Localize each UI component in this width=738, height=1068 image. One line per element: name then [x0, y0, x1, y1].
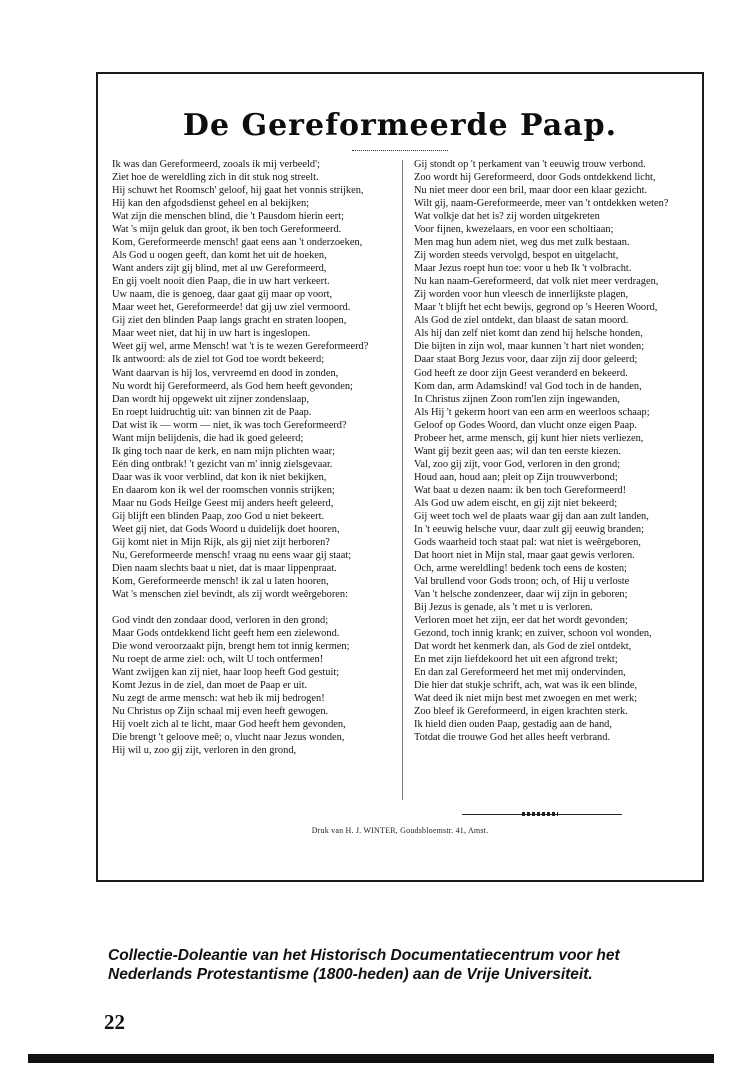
- poem-line: Van 't helsche zondenzeer, daar wij zijn in geboren;: [414, 589, 628, 601]
- poem-line: Maar weet niet, dat hij in uw hart is ingeslopen.: [112, 328, 311, 340]
- poem-line: Geloof op Godes Woord, dan vlucht onze eigen Paap.: [414, 419, 637, 431]
- poem-line: Ik hield dien ouden Paap, gestadig aan de hand,: [414, 719, 612, 731]
- poem-line: Maar weet het, Gereformeerde! dat gij uw ziel vermoord.: [112, 302, 351, 314]
- poem-line: Uw naam, die is genoeg, daar gaat gij maar op voort,: [112, 289, 333, 301]
- end-ornament: [462, 814, 622, 817]
- poem-line: Gezond, toch innig krank; en zuiver, schoon vol wonden,: [414, 628, 652, 640]
- poem-line: Dat hoort niet in Mijn stal, maar gaat gewis verloren.: [414, 549, 635, 561]
- poem-line: Bij Jezus is genade, als 't met u is verloren.: [414, 602, 593, 614]
- poem-line: Hij schuwt het Roomsch' geloof, hij gaat het vonnis strijken,: [112, 185, 364, 197]
- poem-title: De Gereformeerde Paap.: [182, 108, 618, 143]
- poem-line: God heeft ze door zijn Geest veranderd en bekeerd.: [414, 367, 628, 379]
- poem-line: Wat 's mijn geluk dan groot, ik ben toch Gereformeerd.: [112, 224, 342, 236]
- poem-line: Ik ging toch naar de kerk, en nam mijn plichten waar;: [112, 445, 336, 457]
- poem-line: Gij stondt op 't perkament van 't eeuwig trouw verbond.: [414, 159, 646, 170]
- poem-line: Nu wordt hij Gereformeerd, als God hem heeft gevonden;: [112, 380, 353, 392]
- poem-line: Als Hij 't gekerm hoort van een arm en weerloos schaap;: [414, 406, 650, 418]
- poem-line: Dan wordt hij opgewekt uit zijner zondenslaap,: [112, 393, 310, 405]
- poem-line: Hij kan den afgodsdienst geheel en al bekijken;: [112, 198, 310, 210]
- poem-line: Dat wordt het kenmerk dan, als God de ziel ontdekt,: [414, 641, 632, 653]
- left-stanza-2: [112, 614, 368, 757]
- poem-line: Wat deed ik niet mijn best met zwoegen en met werk;: [414, 693, 638, 705]
- poem-line: En dan zal Gereformeerd het met mij ondervinden,: [414, 667, 626, 679]
- poem-line: Zij worden steeds vervolgd, bespot en uitgelacht,: [414, 250, 619, 262]
- poem-line: Zoo wordt hij Gereformeerd, door Gods ontdekkend licht,: [414, 172, 656, 184]
- left-stanza-1: [112, 158, 368, 601]
- poem-line: Die hier dat stukje schrift, ach, wat was ik een blinde,: [414, 680, 638, 692]
- poem-line: Want anders zijt gij blind, met al uw Gereformeerd,: [112, 263, 327, 275]
- poem-line: Maar 't blijft het echt bewijs, gegrond op 's Heeren Woord,: [414, 302, 658, 314]
- poem-line: Men mag hun adem niet, weg dus met zulk bestaan.: [414, 237, 630, 249]
- poem-line: En daarom kon ik wel der roomschen vonnis strijken;: [112, 484, 335, 496]
- poem-line: Maar Gods ontdekkend licht geeft hem een zielewond.: [112, 628, 340, 640]
- bottom-rule: [28, 1054, 714, 1063]
- column-divider: [402, 160, 403, 800]
- poem-line: Als God uw adem eischt, en gij zijt niet bekeerd;: [414, 497, 618, 509]
- left-column: [112, 158, 368, 757]
- stanza-gap: [112, 601, 368, 614]
- poem-line: Kom, Gereformeerde mensch! ik zal u laten hooren,: [112, 576, 329, 587]
- poem-line: Want zwijgen kan zij niet, haar loop heeft God gestuit;: [112, 667, 340, 679]
- poem-line: Probeer het, arme mensch, gij kunt hier niets verliezen,: [414, 432, 644, 444]
- poem-line: Wat volkje dat het is? zij worden uitgekreten: [414, 211, 600, 223]
- poem-line: Ziet hoe de wereldling zich in dit stuk nog streelt.: [112, 172, 319, 184]
- poem-line: Ik antwoord: als de ziel tot God toe wordt bekeerd;: [112, 354, 325, 366]
- poem-line: Nu kan naam-Gereformeerd, dat volk niet meer verdragen,: [414, 276, 659, 288]
- poem-line: Weet gij wel, arme Mensch! wat 't is te wezen Gereformeerd?: [112, 341, 369, 353]
- poem-line: Maar nu Gods Heilge Geest mij anders heeft geleerd,: [112, 497, 334, 509]
- poem-line: Wat 's menschen ziel bevindt, als zij wordt weêrgeboren:: [112, 589, 349, 601]
- poem-line: En roept luidruchtig uit: van binnen zit de Paap.: [112, 406, 312, 418]
- poem-line: Hij wil u, zoo gij zijt, verloren in den grond,: [112, 745, 297, 757]
- collection-caption: Collectie-Doleantie van het Historisch Documentatiecentrum voor het Nederlands Protestantisme (1800-heden) aan de Vrije Universiteit.: [108, 947, 620, 983]
- poem-line: Want daarvan is hij los, vervreemd en dood in zonden,: [112, 367, 339, 379]
- poem-line: En gij voelt nooit dien Paap, die in uw hart verkeert.: [112, 276, 330, 288]
- poem-line: Als God de ziel ontdekt, dan blaast de satan moord.: [414, 315, 629, 327]
- poem-line: Die bijten in zijn wol, maar kunnen 't hart niet wonden;: [414, 341, 645, 353]
- poem-line: Zij worden voor hun vleesch de innerlijkste plagen,: [414, 289, 629, 301]
- poem-line: Wat zijn die menschen blind, die 't Pausdom hierin eert;: [112, 211, 344, 223]
- poem-line: Eén ding ontbrak! 't gezicht van m' innig zielsgevaar.: [112, 458, 333, 470]
- poem-line: In 't eeuwig helsche vuur, daar zult gij eeuwig branden;: [414, 523, 644, 535]
- poem-line: Weet gij niet, dat Gods Woord u duidelijk doet hooren,: [112, 523, 340, 535]
- poem-line: Gods waarheid toch staat pal: wat niet is weêrgeboren,: [414, 536, 641, 548]
- poem-line: Totdat die trouwe God het alles heeft verbrand.: [414, 732, 611, 744]
- poem-line: God vindt den zondaar dood, verloren in den grond;: [112, 615, 329, 627]
- poem-line: Komt Jezus in de ziel, dan moet de Paap er uit.: [112, 680, 308, 692]
- poem-line: Val brullend voor Gods troon; och, of Hij u verloste: [414, 576, 630, 587]
- poem-line: Ik was dan Gereformeerd, zooals ik mij verbeeld';: [112, 159, 320, 170]
- poem-line: Dien naam slechts baat u niet, dat is maar lippenpraat.: [112, 562, 337, 574]
- poem-line: Nu roept de arme ziel: och, wilt U toch ontfermen!: [112, 654, 324, 666]
- right-stanza: [414, 158, 668, 744]
- poem-line: Gij weet toch wel de plaats waar gij dan aan zult landen,: [414, 510, 649, 522]
- printer-imprint: Druk van H. J. WINTER, Goudsbloemstr. 41, Amst.: [311, 826, 489, 835]
- poem-line: Gij komt niet in Mijn Rijk, als gij niet zijt herboren?: [112, 536, 330, 548]
- poem-line: Houd aan, houd aan; pleit op Zijn trouwverbond;: [414, 471, 618, 483]
- poem-line: Verloren moet het zijn, eer dat het wordt gevonden;: [414, 615, 628, 627]
- poem-line: En met zijn liefdekoord het uit een afgrond trekt;: [414, 654, 618, 666]
- poem-line: Nu, Gereformeerde mensch! vraag nu eens waar gij staat;: [112, 549, 352, 561]
- poem-line: Die wond veroorzaakt pijn, brengt hem tot innig kermen;: [112, 641, 350, 653]
- poem-line: Daar was ik voor verblind, dat kon ik niet bekijken,: [112, 471, 327, 483]
- poem-line: Daar staat Borg Jezus voor, daar zijn zij door geleerd;: [414, 354, 638, 366]
- poem-line: Maar Jezus roept hun toe: voor u heb Ik 't volbracht.: [414, 263, 632, 275]
- poem-line: Want gij bezit geen aas; wil dan ten eerste kiezen.: [414, 445, 621, 457]
- poem-line: Dat wist ik — worm — niet, ik was toch Gereformeerd?: [112, 419, 347, 431]
- poem-line: Kom, Gereformeerde mensch! gaat eens aan 't onderzoeken,: [112, 237, 363, 249]
- poem-line: Als hij dan zelf niet komt dan zend hij helsche honden,: [414, 328, 643, 340]
- poem-line: Voor fijnen, kwezelaars, en voor een scholtiaan;: [414, 224, 614, 236]
- poem-line: Nu zegt de arme mensch: wat heb ik mij bedrogen!: [112, 693, 325, 705]
- poem-line: Och, arme wereldling! bedenk toch eens de kosten;: [414, 562, 627, 574]
- poem-line: In Christus zijnen Zoon rom'len zijn ingewanden,: [414, 393, 620, 405]
- poem-line: Val, zoo gij zijt, voor God, verloren in den grond;: [414, 458, 621, 470]
- poem-line: Zoo bleef ik Gereformeerd, in eigen krachten sterk.: [414, 706, 628, 718]
- poem-line: Nu niet meer door een bril, maar door een klaar gezicht.: [414, 185, 648, 197]
- poem-line: Hij voelt zich al te licht, maar God heeft hem gevonden,: [112, 719, 346, 731]
- poem-line: Nu Christus op Zijn schaal mij even heeft gewogen.: [112, 706, 329, 718]
- poem-line: Wat baat u dezen naam: ik ben toch Gereformeerd!: [414, 484, 627, 496]
- poem-line: Want mijn belijdenis, die had ik goed geleerd;: [112, 432, 304, 444]
- page-number: 22: [104, 1010, 125, 1034]
- poem-line: Gij blijft een blinden Paap, zoo God u niet bekeert.: [112, 510, 325, 522]
- poem-line: Als God u oogen geeft, dan komt het uit de hoeken,: [112, 250, 327, 262]
- poem-line: Gij ziet den blinden Paap langs gracht en straten loopen,: [112, 315, 347, 327]
- poem-line: Die brengt 't geloove meê; o, vlucht naar Jezus wonden,: [112, 732, 345, 744]
- poem-line: Wilt gij, naam-Gereformeerde, meer van 't ontdekken weten?: [414, 198, 669, 210]
- poem-line: Kom dan, arm Adamskind! val God toch in de handen,: [414, 380, 642, 392]
- right-column: [414, 158, 668, 744]
- title-ornament: [352, 150, 448, 151]
